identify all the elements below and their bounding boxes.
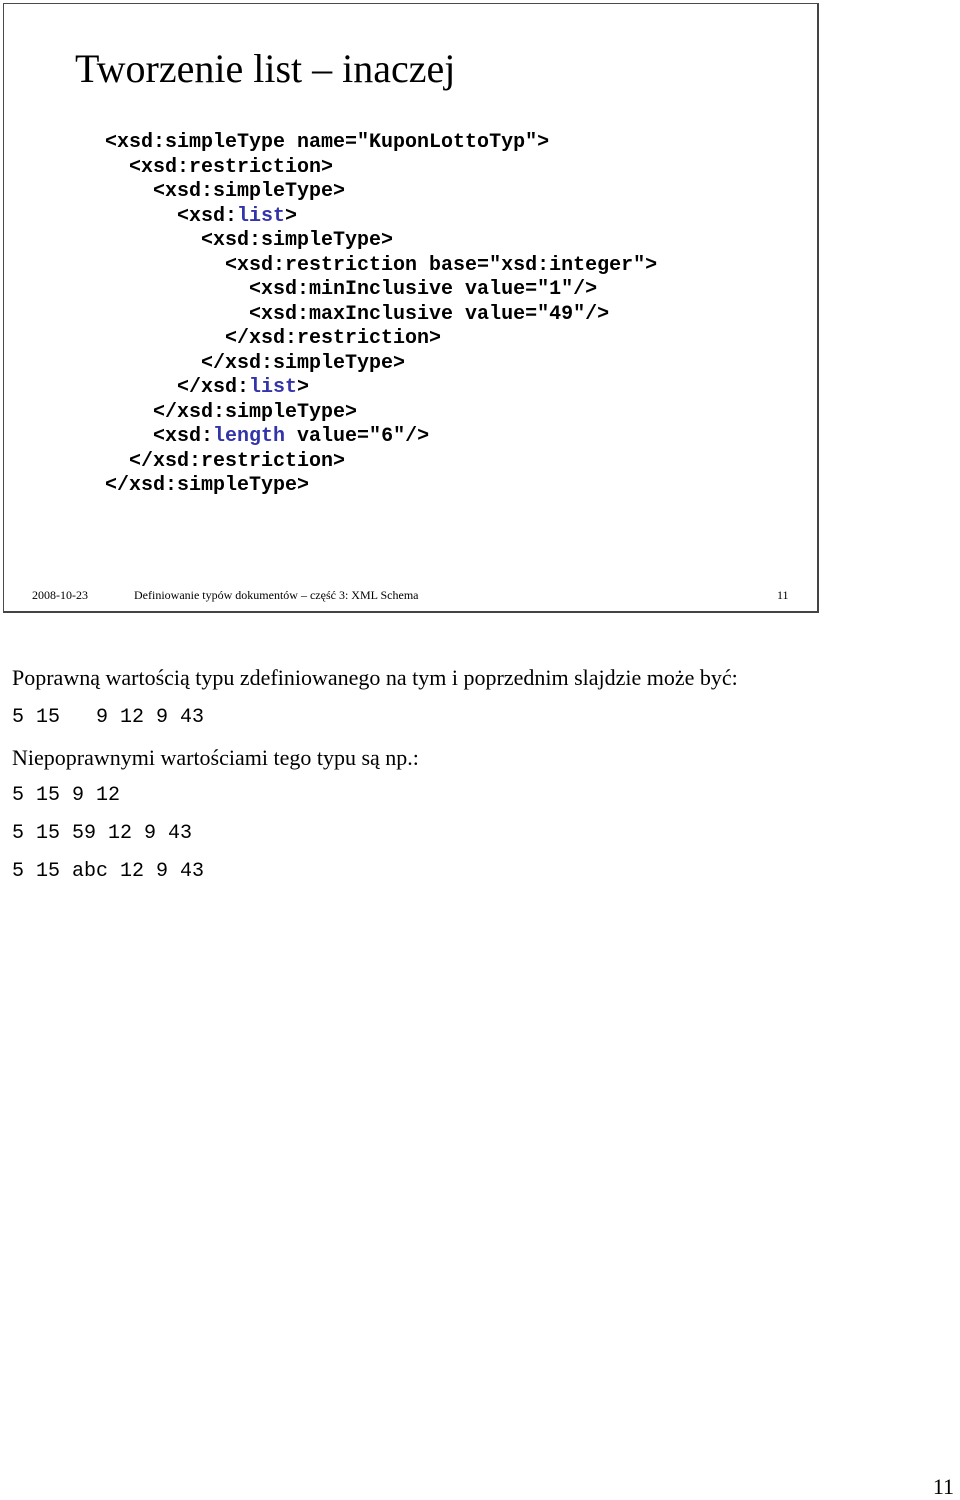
code-keyword: list [249,376,298,399]
code-text: </xsd:restriction> [105,449,346,473]
code-line [105,352,657,377]
code-text: </xsd:simpleType> [105,474,310,497]
code-text: <xsd:maxInclusive value="49"/> [105,302,610,326]
notes-intro: Poprawną wartością typu zdefiniowanego na tym i poprzednim slajdzie może być: [12,665,738,690]
code-text: </xsd:simpleType> [105,400,358,424]
code-text: <xsd: [105,425,214,448]
code-text: <xsd:simpleType> [105,229,394,252]
code-line [105,450,657,475]
code-keyword: list [237,204,286,228]
code-keyword: length [213,425,286,448]
code-line [105,156,657,181]
code-text: <xsd:restriction base="xsd:integer"> [105,253,658,277]
code-text: <xsd:simpleType name="KuponLottoTyp"> [105,131,550,154]
code-text: </xsd:simpleType> [105,351,406,375]
code-text: <xsd:simpleType> [105,180,346,203]
invalid-example: 5 15 9 12 [12,784,121,807]
code-text: <xsd: [105,204,238,228]
code-text: </xsd:restriction> [105,327,442,350]
code-line [105,327,657,352]
code-block [105,131,657,499]
invalid-example: 5 15 abc 12 9 43 [12,860,205,883]
code-text: > [297,376,310,399]
code-text: <xsd:minInclusive value="1"/> [105,278,598,301]
footer-slide-number: 11 [777,588,789,602]
code-line [105,205,657,230]
footer-date: 2008-10-23 [32,588,88,602]
page-number: 11 [932,1474,954,1499]
code-line [105,278,657,303]
footer-title: Definiowanie typów dokumentów – część 3: XML Schema [134,588,419,602]
valid-example: 5 15 9 12 9 43 [12,706,205,729]
code-line [105,254,657,279]
code-line [105,303,657,328]
code-text: <xsd:restriction> [105,155,334,179]
code-line [105,401,657,426]
code-line [105,180,657,205]
slide-title: Tworzenie list – inaczej [75,46,456,91]
code-text: value="6"/> [285,425,430,448]
code-line [105,376,657,401]
notes-section [12,664,802,884]
invalid-example: 5 15 59 12 9 43 [12,822,193,845]
code-line [105,229,657,254]
code-line [105,131,657,156]
notes-invalid-intro: Niepoprawnymi wartościami tego typu są np.: [12,745,419,770]
slide [3,3,819,613]
code-line [105,474,657,499]
code-line [105,425,657,450]
code-text: </xsd: [105,376,250,399]
code-text: > [285,204,298,228]
